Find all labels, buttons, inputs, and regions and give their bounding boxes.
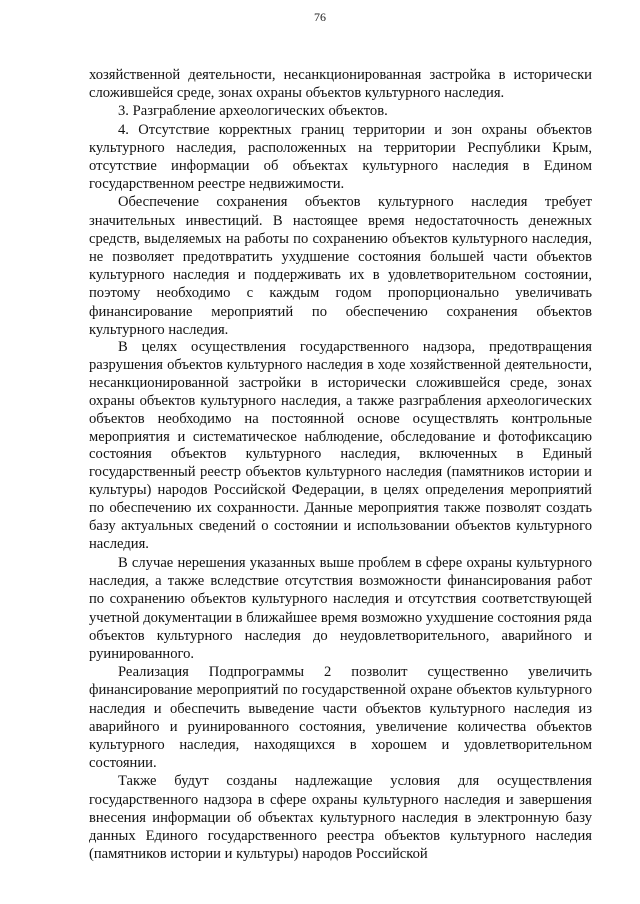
paragraph-problem-4: 4. Отсутствие корректных границ территории и зон охраны объектов культурного наследия, расположенных на территории Республики Крым, отсутствие информации об объектах культурного наследия в Едином государственном реестре недвижимости. xyxy=(89,121,592,193)
paragraph-risks: В случае нерешения указанных выше проблем в сфере охраны культурного наследия, а также вследствие отсутствия возможности финансирования работ по сохранению объектов культурного наследия и отсутствия соответствующей учетной документации в ближайшее время возможно ухудшение состояния ряда объектов культурного наследия до неудовлетворительного, аварийного и руинированного. xyxy=(89,554,592,662)
document-body xyxy=(89,66,592,863)
paragraph-problem-3: 3. Разграбление археологических объектов. xyxy=(118,103,388,120)
paragraph-continuation: хозяйственной деятельности, несанкционированная застройка в исторически сложившейся среде, зонах охраны объектов культурного наследия. xyxy=(89,67,592,102)
paragraph-state-supervision: В целях осуществления государственного надзора, предотвращения разрушения объектов культурного наследия в ходе хозяйственной деятельности, несанкционированной застройки в исторически сложившейся среде, зонах охраны объектов культурного наследия, а также разграбления археологических объектов необходимо на постоянной основе осуществлять контрольные мероприятия и систематическое наблюдение, обследование и фотофиксацию состояния объектов культурного наследия, включенных в Единый государственный реестр объектов культурного наследия (памятников истории и культуры) народов Российской Федерации, в целях определения мероприятий по обеспечению их сохранности. Данные мероприятия также позволят создать базу актуальных сведений о состоянии и использовании объектов культурного наследия. xyxy=(89,339,592,553)
page-number: 76 xyxy=(314,10,326,24)
paragraph-investment: Обеспечение сохранения объектов культурного наследия требует значительных инвестиций. В настоящее время недостаточность денежных средств, выделяемых на работы по сохранению объектов культурного наследия, не позволяет предотвратить ухудшение состояния большей части объектов культурного наследия и поддерживать их в удовлетворительном состоянии, поэтому необходимо с каждым годом пропорционально увеличивать финансирование мероприятий по обеспечению сохранения объектов культурного наследия. xyxy=(89,194,592,338)
paragraph-conditions: Также будут созданы надлежащие условия для осуществления государственного надзора в сфере охраны культурного наследия и завершения внесения информации об объектах культурного наследия в электронную базу данных Единого государственного реестра объектов культурного наследия (памятников истории и культуры) народов Российской xyxy=(89,773,592,863)
paragraph-subprogram-2: Реализация Подпрограммы 2 позволит существенно увеличить финансирование мероприятий по государственной охране объектов культурного наследия и обеспечить выведение части объектов культурного наследия из аварийного и руинированного состояния, увеличение количества объектов культурного наследия, находящихся в хорошем и удовлетворительном состоянии. xyxy=(89,664,592,772)
